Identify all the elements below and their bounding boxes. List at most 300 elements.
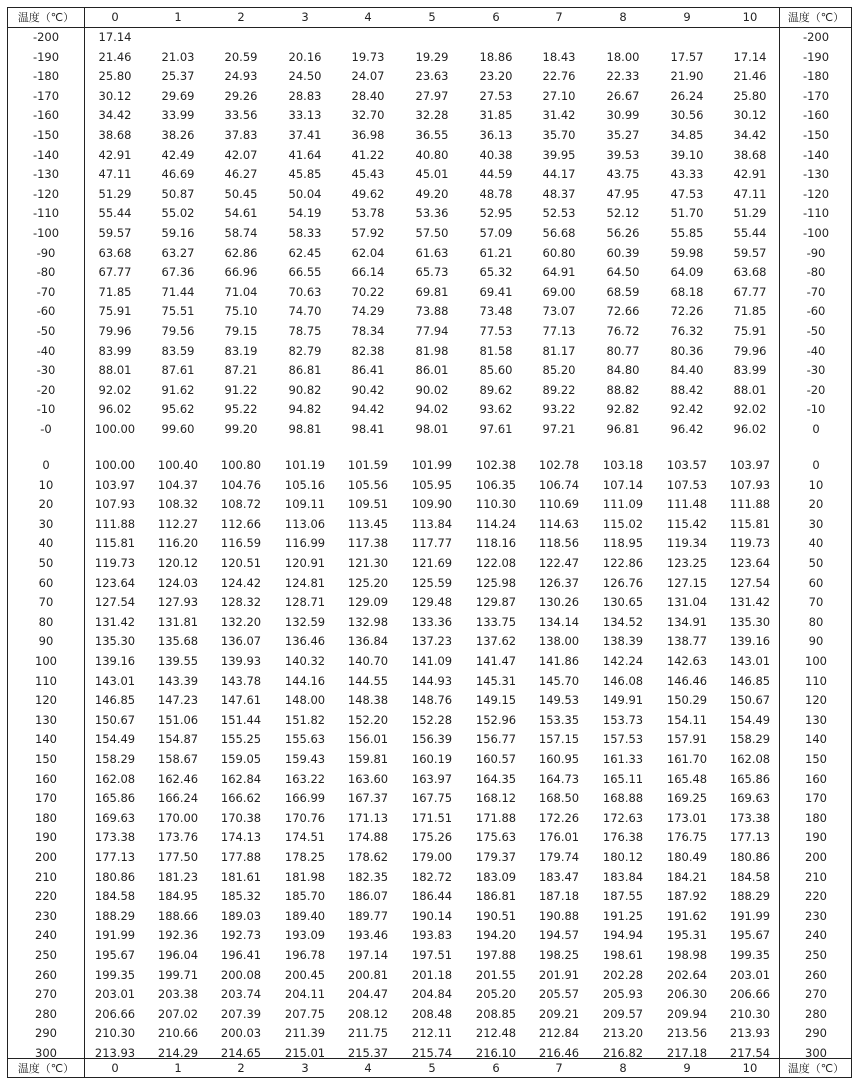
table-row (8, 966, 851, 986)
column-header: 10 (742, 10, 758, 24)
temperature-cell: -40 (806, 343, 826, 358)
resistance-value: 66.14 (351, 265, 385, 280)
resistance-value: 108.32 (157, 497, 199, 512)
temperature-cell: 0 (42, 458, 50, 472)
resistance-value: 208.48 (411, 1006, 453, 1021)
temperature-cell: -80 (806, 265, 826, 280)
temperature-cell: 30 (38, 516, 54, 531)
resistance-value: 65.73 (415, 265, 449, 280)
resistance-value: 22.76 (542, 69, 576, 84)
resistance-value: 84.80 (606, 363, 640, 378)
resistance-value: 101.59 (347, 458, 389, 472)
table-row (8, 302, 851, 322)
temperature-cell: 280 (35, 1006, 57, 1021)
temperature-cell: -170 (32, 88, 60, 103)
table-row (8, 48, 851, 68)
resistance-value: 95.62 (161, 402, 195, 417)
resistance-value: 40.80 (415, 147, 449, 162)
resistance-value: 100.00 (94, 458, 136, 472)
resistance-value (275, 28, 335, 48)
resistance-value: 116.59 (220, 536, 262, 551)
resistance-value: 182.72 (411, 869, 453, 884)
temperature-cell: 280 (805, 1006, 827, 1021)
resistance-value: 84.40 (670, 363, 704, 378)
resistance-value: 79.15 (224, 324, 258, 338)
resistance-value: 63.68 (733, 265, 767, 280)
resistance-value: 174.13 (220, 830, 262, 845)
temperature-cell: 50 (38, 556, 54, 570)
table-row (8, 750, 851, 770)
resistance-value: 102.38 (475, 458, 517, 472)
resistance-value: 25.37 (161, 69, 195, 84)
resistance-value: 33.56 (224, 108, 258, 123)
resistance-value: 39.53 (606, 147, 640, 162)
temperature-cell: -190 (802, 49, 830, 64)
resistance-value: 113.84 (411, 516, 453, 531)
resistance-value: 103.57 (666, 458, 708, 472)
resistance-value: 217.54 (729, 1046, 771, 1060)
resistance-value: 141.47 (475, 654, 517, 668)
column-header: 3 (301, 1061, 309, 1075)
resistance-value: 62.86 (224, 245, 258, 260)
resistance-value (211, 28, 271, 48)
resistance-value: 171.51 (411, 810, 453, 825)
resistance-value: 161.33 (602, 752, 644, 766)
resistance-value: 74.29 (351, 304, 385, 319)
resistance-value: 106.74 (538, 477, 580, 492)
resistance-value: 203.01 (729, 967, 771, 982)
resistance-value: 85.60 (479, 363, 513, 378)
resistance-value: 63.27 (161, 245, 195, 260)
resistance-value: 184.95 (157, 889, 199, 904)
resistance-value: 137.62 (475, 634, 517, 649)
resistance-value: 144.93 (411, 673, 453, 688)
table-row (8, 887, 851, 907)
resistance-value: 42.07 (224, 147, 258, 162)
resistance-value: 124.42 (220, 575, 262, 590)
resistance-value: 96.42 (670, 422, 704, 436)
resistance-value: 82.79 (288, 343, 322, 358)
resistance-value: 169.63 (94, 810, 136, 825)
resistance-value: 159.05 (220, 752, 262, 766)
resistance-value: 78.75 (288, 324, 322, 338)
resistance-value: 60.39 (606, 245, 640, 260)
column-header: 1 (174, 1061, 182, 1075)
temperature-cell: 80 (38, 614, 54, 629)
resistance-value: 71.44 (161, 284, 195, 299)
column-header: 1 (174, 10, 182, 24)
resistance-value: 132.20 (220, 614, 262, 629)
resistance-value: 88.01 (98, 363, 132, 378)
resistance-value: 195.67 (729, 928, 771, 943)
temperature-cell: 100 (35, 654, 57, 668)
resistance-value: 67.77 (733, 284, 767, 299)
temperature-cell: 240 (805, 928, 827, 943)
temperature-cell: 230 (805, 908, 827, 923)
resistance-value: 191.99 (94, 928, 136, 943)
resistance-value: 127.93 (157, 595, 199, 610)
temperature-cell: -60 (806, 304, 826, 319)
resistance-value: 181.23 (157, 869, 199, 884)
temperature-cell: 290 (35, 1026, 57, 1041)
resistance-value: 144.16 (284, 673, 326, 688)
resistance-value: 171.13 (347, 810, 389, 825)
resistance-value: 43.33 (670, 167, 704, 182)
table-row (8, 1005, 851, 1025)
resistance-value: 120.91 (284, 556, 326, 570)
resistance-value: 121.30 (347, 556, 389, 570)
resistance-value: 154.11 (666, 712, 708, 727)
temperature-cell: -150 (802, 128, 830, 142)
temperature-cell: 20 (38, 497, 54, 512)
column-header: 0 (111, 10, 119, 24)
column-header: 6 (492, 1061, 500, 1075)
resistance-value: 60.80 (542, 245, 576, 260)
resistance-value: 30.12 (98, 88, 132, 103)
table-row (8, 1024, 851, 1044)
resistance-value: 41.64 (288, 147, 322, 162)
temperature-cell: -90 (36, 245, 56, 260)
resistance-value: 210.30 (94, 1026, 136, 1041)
resistance-value: 114.24 (475, 516, 517, 531)
resistance-value: 191.99 (729, 908, 771, 923)
resistance-value: 182.35 (347, 869, 389, 884)
resistance-value: 74.70 (288, 304, 322, 319)
resistance-value: 127.15 (666, 575, 708, 590)
resistance-value: 103.97 (94, 477, 136, 492)
resistance-value: 106.35 (475, 477, 517, 492)
resistance-value: 109.11 (284, 497, 326, 512)
resistance-value: 209.94 (666, 1006, 708, 1021)
resistance-value: 200.03 (220, 1026, 262, 1041)
resistance-value: 203.38 (157, 987, 199, 1002)
table-row (8, 146, 851, 166)
table-row (8, 691, 851, 711)
resistance-value: 117.38 (347, 536, 389, 551)
resistance-value: 140.32 (284, 654, 326, 668)
table-row (8, 420, 851, 440)
resistance-value: 53.78 (351, 206, 385, 221)
temperature-cell: 120 (35, 693, 57, 708)
resistance-value: 170.00 (157, 810, 199, 825)
temperature-cell: -160 (32, 108, 60, 123)
resistance-value: 199.35 (729, 948, 771, 962)
resistance-value: 195.67 (94, 948, 136, 962)
resistance-value: 188.66 (157, 908, 199, 923)
resistance-value: 192.73 (220, 928, 262, 943)
resistance-value: 177.88 (220, 850, 262, 864)
resistance-value: 51.29 (98, 186, 132, 201)
resistance-value: 134.52 (602, 614, 644, 629)
resistance-value: 82.38 (351, 343, 385, 358)
resistance-value: 190.14 (411, 908, 453, 923)
resistance-value: 62.04 (351, 245, 385, 260)
temperature-cell: 10 (808, 477, 824, 492)
resistance-value: 170.38 (220, 810, 262, 825)
resistance-value: 177.50 (157, 850, 199, 864)
resistance-value: 34.85 (670, 128, 704, 142)
resistance-value: 86.01 (415, 363, 449, 378)
resistance-value: 120.51 (220, 556, 262, 570)
resistance-value: 76.72 (606, 324, 640, 338)
resistance-value: 114.63 (538, 516, 580, 531)
temperature-cell: 300 (35, 1046, 57, 1060)
resistance-value: 79.96 (98, 324, 132, 338)
resistance-value: 172.26 (538, 810, 580, 825)
temperature-cell: -170 (802, 88, 830, 103)
resistance-value: 165.86 (94, 791, 136, 806)
resistance-value: 125.20 (347, 575, 389, 590)
temperature-label: 温度（℃） (787, 1062, 845, 1075)
temperature-cell: -70 (806, 284, 826, 299)
resistance-value: 30.56 (670, 108, 704, 123)
resistance-value: 196.41 (220, 948, 262, 962)
resistance-value: 149.91 (602, 693, 644, 708)
resistance-value: 179.37 (475, 850, 517, 864)
resistance-value: 96.02 (98, 402, 132, 417)
temperature-cell: 0 (812, 422, 820, 436)
resistance-value: 63.68 (98, 245, 132, 260)
resistance-value: 110.69 (538, 497, 580, 512)
resistance-value: 193.46 (347, 928, 389, 943)
resistance-value: 122.86 (602, 556, 644, 570)
resistance-value: 193.83 (411, 928, 453, 943)
resistance-value: 149.15 (475, 693, 517, 708)
resistance-value: 168.88 (602, 791, 644, 806)
resistance-value: 162.84 (220, 771, 262, 786)
resistance-value: 204.84 (411, 987, 453, 1002)
column-header: 7 (555, 1061, 563, 1075)
resistance-value: 17.57 (670, 49, 704, 64)
resistance-value: 205.20 (475, 987, 517, 1002)
table-row (8, 456, 851, 476)
resistance-value: 165.11 (602, 771, 644, 786)
resistance-value: 189.03 (220, 908, 262, 923)
resistance-value: 145.70 (538, 673, 580, 688)
resistance-value: 107.14 (602, 477, 644, 492)
temperature-cell: 260 (805, 967, 827, 982)
resistance-value: 41.22 (351, 147, 385, 162)
temperature-cell: -20 (36, 382, 56, 397)
temperature-cell: 290 (805, 1026, 827, 1041)
resistance-value: 181.98 (284, 869, 326, 884)
resistance-value: 109.51 (347, 497, 389, 512)
resistance-value: 39.95 (542, 147, 576, 162)
resistance-value: 64.09 (670, 265, 704, 280)
resistance-value: 151.82 (284, 712, 326, 727)
resistance-value: 35.27 (606, 128, 640, 142)
resistance-value: 131.81 (157, 614, 199, 629)
resistance-value: 155.63 (284, 732, 326, 747)
resistance-value: 62.45 (288, 245, 322, 260)
resistance-value: 174.88 (347, 830, 389, 845)
column-header: 5 (428, 1061, 436, 1075)
resistance-value: 73.48 (479, 304, 513, 319)
resistance-value: 47.11 (98, 167, 132, 182)
resistance-value: 213.93 (94, 1046, 136, 1060)
table-row (8, 495, 851, 515)
resistance-value: 103.97 (729, 458, 771, 472)
resistance-value: 198.61 (602, 948, 644, 962)
resistance-value: 42.91 (98, 147, 132, 162)
resistance-value: 191.62 (666, 908, 708, 923)
temperature-cell: -180 (802, 69, 830, 84)
temperature-label: 温度（℃） (17, 1062, 75, 1075)
resistance-value: 29.69 (161, 88, 195, 103)
column-header: 6 (492, 10, 500, 24)
resistance-value: 29.26 (224, 88, 258, 103)
column-header: 4 (364, 10, 372, 24)
temperature-cell: -10 (36, 402, 56, 417)
resistance-value: 212.84 (538, 1026, 580, 1041)
table-row (8, 613, 851, 633)
resistance-value: 89.22 (542, 382, 576, 397)
resistance-value: 132.98 (347, 614, 389, 629)
resistance-value: 128.32 (220, 595, 262, 610)
resistance-value: 214.29 (157, 1046, 199, 1060)
resistance-value: 73.07 (542, 304, 576, 319)
resistance-value: 75.51 (161, 304, 195, 319)
temperature-cell: -100 (32, 226, 60, 240)
resistance-value: 52.95 (479, 206, 513, 221)
resistance-value: 162.08 (94, 771, 136, 786)
table-row (8, 224, 851, 244)
temperature-cell: -180 (32, 69, 60, 84)
temperature-cell: -200 (802, 30, 830, 44)
resistance-value: 168.50 (538, 791, 580, 806)
resistance-value: 33.13 (288, 108, 322, 123)
table-row (8, 868, 851, 888)
resistance-value: 38.68 (733, 147, 767, 162)
resistance-value: 98.81 (288, 422, 322, 436)
table-row (8, 593, 851, 613)
resistance-value: 105.95 (411, 477, 453, 492)
resistance-value: 17.14 (98, 30, 132, 44)
resistance-value: 160.19 (411, 752, 453, 766)
resistance-value: 148.00 (284, 693, 326, 708)
temperature-cell: 130 (805, 712, 827, 727)
resistance-value: 36.13 (479, 128, 513, 142)
resistance-value: 97.21 (542, 422, 576, 436)
resistance-value: 70.63 (288, 284, 322, 299)
resistance-value: 200.45 (284, 967, 326, 982)
resistance-value: 201.55 (475, 967, 517, 982)
resistance-value: 150.67 (94, 712, 136, 727)
resistance-value: 81.17 (542, 343, 576, 358)
resistance-value: 72.66 (606, 304, 640, 319)
resistance-value: 149.53 (538, 693, 580, 708)
resistance-value: 90.42 (351, 382, 385, 397)
temperature-cell: 20 (808, 497, 824, 512)
resistance-value: 67.36 (161, 265, 195, 280)
resistance-value: 135.30 (94, 634, 136, 649)
resistance-value: 32.70 (351, 108, 385, 123)
resistance-value: 186.81 (475, 889, 517, 904)
resistance-value: 178.62 (347, 850, 389, 864)
resistance-value: 75.10 (224, 304, 258, 319)
resistance-value: 116.20 (157, 536, 199, 551)
table-row (8, 632, 851, 652)
resistance-value: 133.75 (475, 614, 517, 629)
resistance-value: 180.49 (666, 850, 708, 864)
header-row (8, 8, 851, 28)
temperature-cell: -70 (36, 284, 56, 299)
resistance-value: 92.82 (606, 402, 640, 417)
table-row (8, 322, 851, 342)
resistance-value: 173.38 (729, 810, 771, 825)
resistance-value: 191.25 (602, 908, 644, 923)
resistance-value: 105.16 (284, 477, 326, 492)
resistance-value: 20.16 (288, 49, 322, 64)
resistance-value: 166.99 (284, 791, 326, 806)
temperature-cell: -140 (32, 147, 60, 162)
temperature-cell: 40 (38, 536, 54, 551)
temperature-cell: 100 (805, 654, 827, 668)
resistance-value: 34.42 (733, 128, 767, 142)
temperature-cell: -20 (806, 382, 826, 397)
table-row (8, 789, 851, 809)
resistance-value: 210.30 (729, 1006, 771, 1021)
resistance-value: 180.86 (729, 850, 771, 864)
resistance-value: 54.19 (288, 206, 322, 221)
column-header: 2 (237, 10, 245, 24)
temperature-cell: 270 (35, 987, 57, 1002)
resistance-value: 166.62 (220, 791, 262, 806)
resistance-value: 71.85 (98, 284, 132, 299)
resistance-value: 47.53 (670, 186, 704, 201)
resistance-value: 128.71 (284, 595, 326, 610)
temperature-cell: 130 (35, 712, 57, 727)
resistance-value: 73.88 (415, 304, 449, 319)
resistance-value: 22.33 (606, 69, 640, 84)
resistance-value (657, 28, 717, 48)
resistance-value: 101.19 (284, 458, 326, 472)
resistance-value: 202.64 (666, 967, 708, 982)
table-row (8, 711, 851, 731)
resistance-value: 138.77 (666, 634, 708, 649)
resistance-value: 216.10 (475, 1046, 517, 1060)
resistance-value: 173.76 (157, 830, 199, 845)
resistance-value: 86.81 (288, 363, 322, 378)
resistance-value: 24.50 (288, 69, 322, 84)
table-row (8, 361, 851, 381)
resistance-value: 38.68 (98, 128, 132, 142)
resistance-value: 49.62 (351, 186, 385, 201)
resistance-value: 142.24 (602, 654, 644, 668)
resistance-value: 163.60 (347, 771, 389, 786)
resistance-value: 162.08 (729, 752, 771, 766)
column-header: 7 (555, 10, 563, 24)
temperature-cell: -30 (806, 363, 826, 378)
resistance-value: 126.37 (538, 575, 580, 590)
temperature-cell: 30 (808, 516, 824, 531)
resistance-value: 100.00 (94, 422, 136, 436)
resistance-value: 26.67 (606, 88, 640, 103)
resistance-value: 96.81 (606, 422, 640, 436)
resistance-value: 25.80 (733, 88, 767, 103)
temperature-cell: -60 (36, 304, 56, 319)
resistance-value: 157.53 (602, 732, 644, 747)
resistance-value: 119.73 (729, 536, 771, 551)
resistance-value: 148.38 (347, 693, 389, 708)
temperature-cell: 150 (805, 752, 827, 766)
resistance-value: 88.82 (606, 382, 640, 397)
resistance-value: 96.02 (733, 422, 767, 436)
temperature-cell: -120 (802, 186, 830, 201)
temperature-cell: 140 (35, 732, 57, 747)
resistance-value: 19.73 (351, 49, 385, 64)
resistance-value: 79.56 (161, 324, 195, 338)
